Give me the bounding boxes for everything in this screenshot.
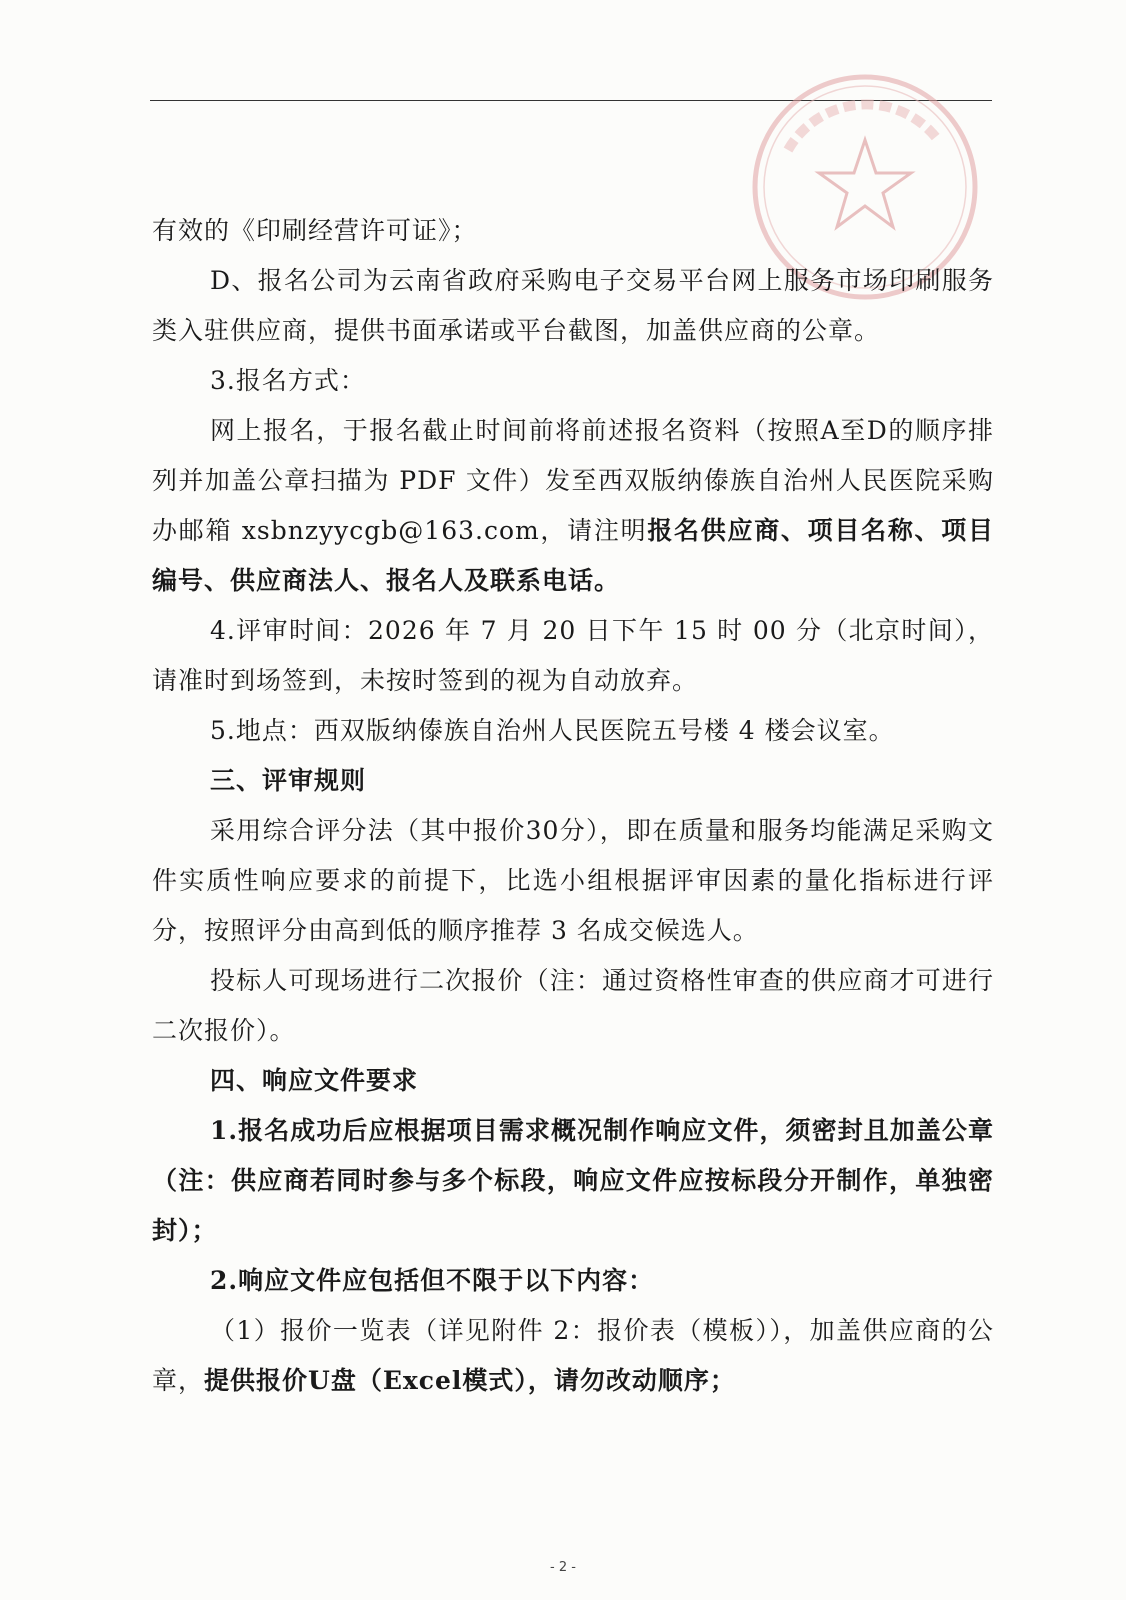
paragraph-12: 2.响应文件应包括但不限于以下内容： xyxy=(210,1266,655,1295)
paragraph-3: 3.报名方式： xyxy=(210,366,366,395)
paragraph-1: 有效的《印刷经营许可证》； xyxy=(152,216,478,245)
paragraph-6: 5.地点：西双版纳傣族自治州人民医院五号楼 4 楼会议室。 xyxy=(210,716,895,745)
body-text xyxy=(152,206,994,1406)
paragraph-11: 1.报名成功后应根据项目需求概况制作响应文件，须密封且加盖公章（注：供应商若同时参与多个标段，响应文件应按标段分开制作，单独密封）； xyxy=(152,1116,994,1245)
paragraph-9: 投标人可现场进行二次报价（注：通过资格性审查的供应商才可进行二次报价）。 xyxy=(152,966,994,1045)
paragraph-13: （1）报价一览表（详见附件 2：报价表（模板）），加盖供应商的公章，提供报价U盘（Excel模式），请勿改动顺序； xyxy=(152,1316,994,1395)
page-number: - 2 - xyxy=(550,1560,576,1575)
paragraph-8: 采用综合评分法（其中报价30分），即在质量和服务均能满足采购文件实质性响应要求的前提下，比选小组根据评审因素的量化指标进行评分，按照评分由高到低的顺序推荐 3 名成交候选人。 xyxy=(152,816,994,945)
paragraph-2: D、报名公司为云南省政府采购电子交易平台网上服务市场印刷服务类入驻供应商，提供书面承诺或平台截图，加盖供应商的公章。 xyxy=(152,266,994,345)
section-heading-3: 三、评审规则 xyxy=(210,766,367,795)
section-heading-4: 四、响应文件要求 xyxy=(210,1066,419,1095)
paragraph-5: 4.评审时间：2026 年 7 月 20 日下午 15 时 00 分（北京时间），请准时到场签到，未按时签到的视为自动放弃。 xyxy=(152,616,994,695)
paragraph-4: 网上报名，于报名截止时间前将前述报名资料（按照A至D的顺序排列并加盖公章扫描为 PDF 文件）发至西双版纳傣族自治州人民医院采购办邮箱 xsbnzyycgb@163.com，请注明报名供应商、项目名称、项目编号、供应商法人、报名人及联系电话。 xyxy=(152,416,994,595)
